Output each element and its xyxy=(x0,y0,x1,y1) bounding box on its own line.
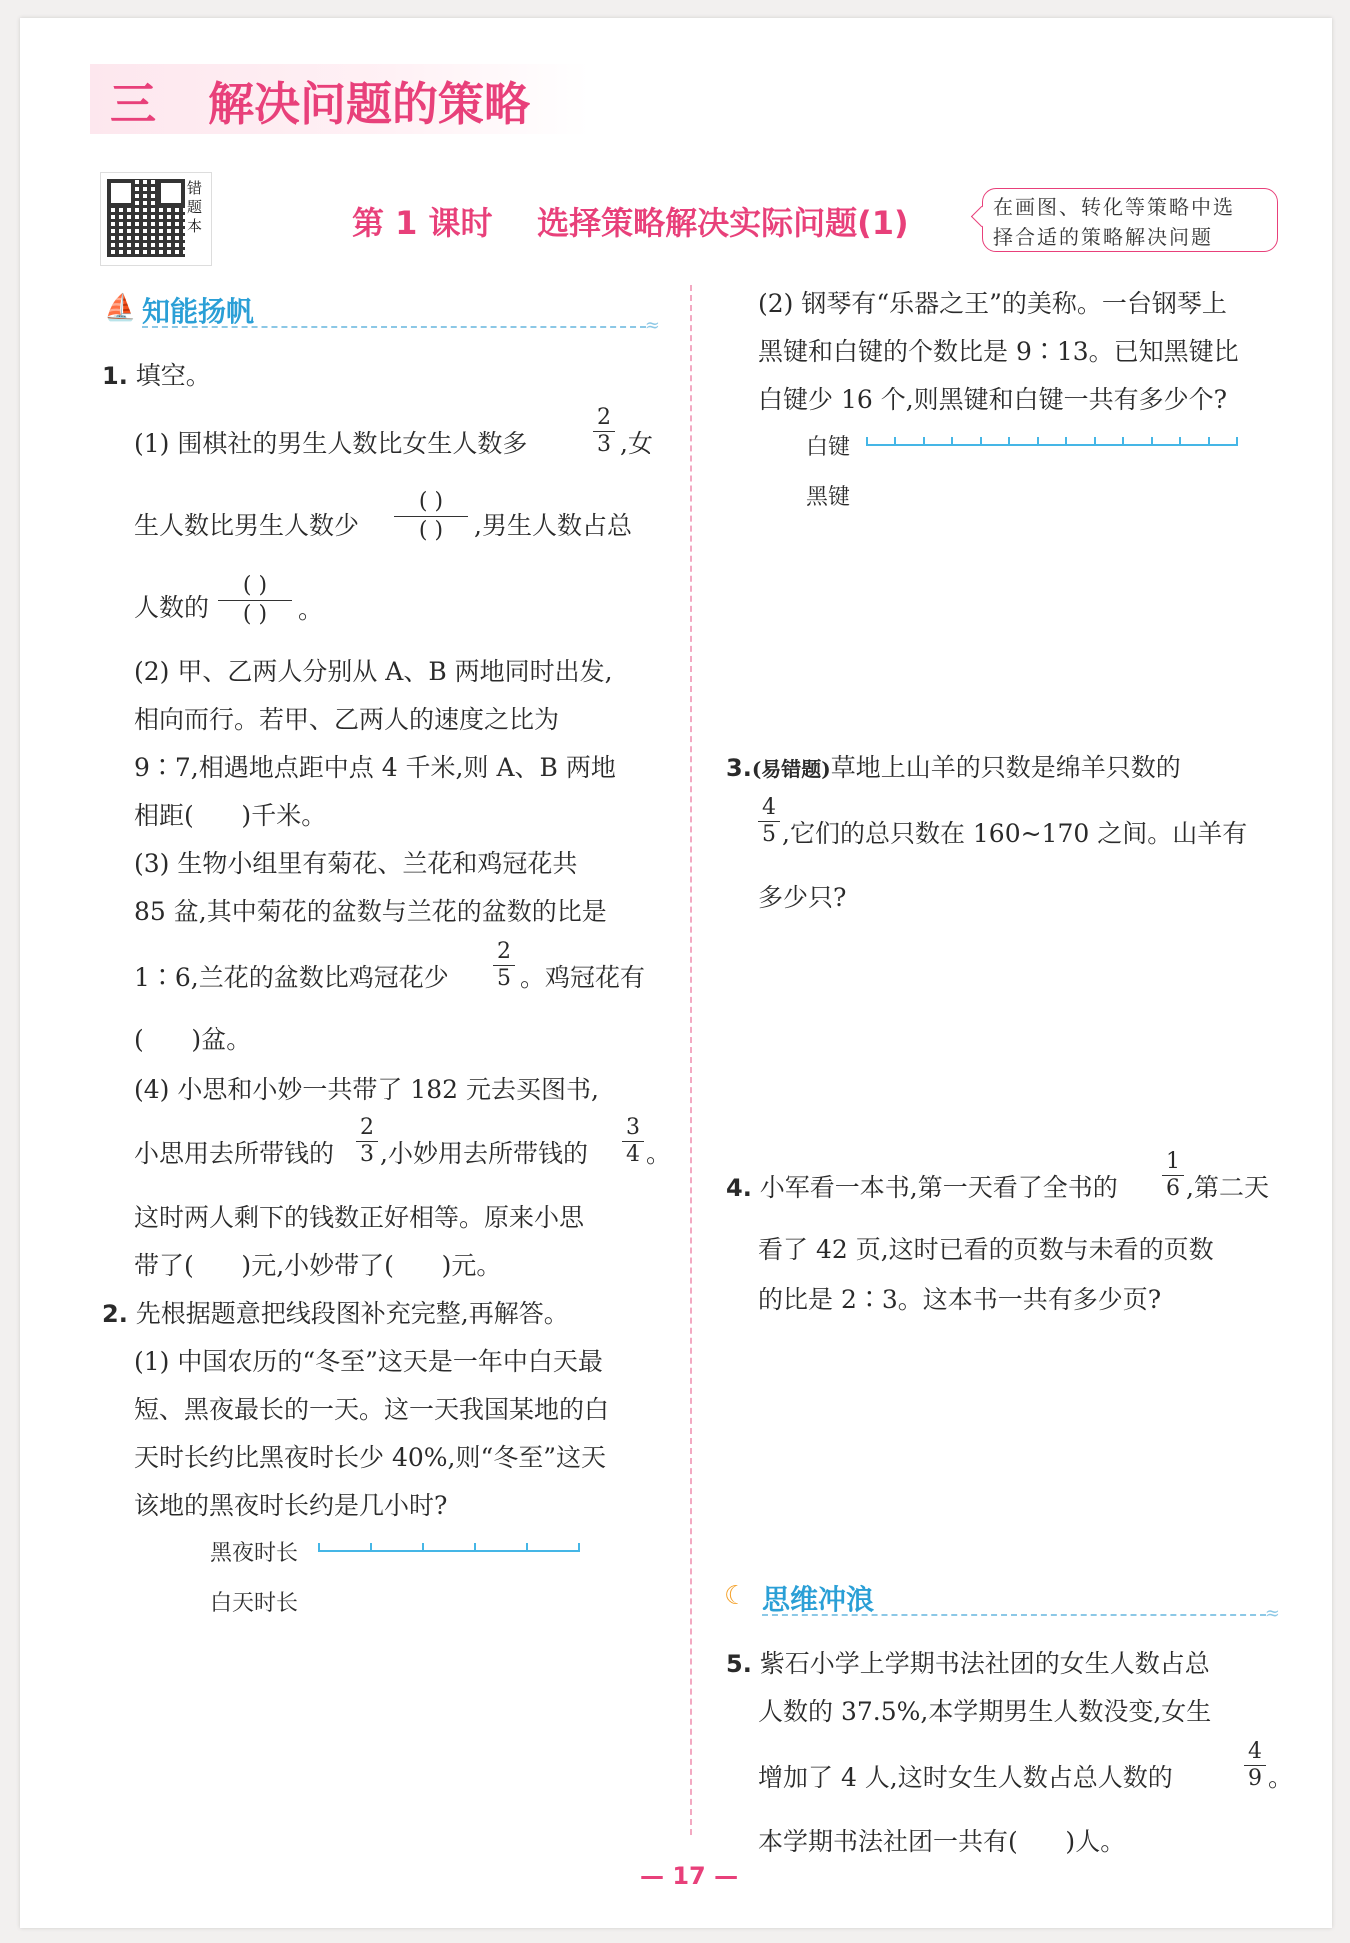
q3-line2: ,它们的总只数在 160~170 之间。山羊有 xyxy=(782,819,1248,848)
q5-line1 xyxy=(726,1644,1210,1680)
q1-p1-line2-tail: ,男生人数占总 xyxy=(474,511,632,540)
label-day-duration: 白天时长 xyxy=(210,1591,299,1616)
section-underline xyxy=(142,326,646,328)
moon-icon: ☾ xyxy=(724,1581,748,1611)
numerator: 2 xyxy=(497,939,511,964)
q4-line3: 的比是 2∶3。这本书一共有多少页? xyxy=(758,1285,1162,1314)
q1-p3-line3: 1∶6,兰花的盆数比鸡冠花少 xyxy=(134,963,449,992)
label-night-duration: 黑夜时长 xyxy=(210,1541,299,1566)
fraction-3-4 xyxy=(622,1116,644,1167)
wave-icon: ≈ xyxy=(1264,1603,1280,1624)
q1-heading xyxy=(102,356,211,392)
q2-p1-line3: 天时长约比黑夜时长少 40%,则“冬至”这天 xyxy=(134,1443,607,1472)
q2-head: 先根据题意把线段图补充完整,再解答。 xyxy=(135,1299,569,1328)
denominator: 9 xyxy=(1248,1766,1262,1791)
q1-p4-line1: (4) 小思和小妙一共带了 182 元去买图书, xyxy=(134,1075,599,1104)
q1-p1-line3: 人数的 xyxy=(134,593,210,622)
q5-line2: 人数的 37.5%,本学期男生人数没变,女生 xyxy=(758,1697,1212,1726)
fraction-blank-2[interactable] xyxy=(214,574,296,627)
q2-p2-line3: 白键少 16 个,则黑键和白键一共有多少个? xyxy=(758,385,1228,414)
q1-p2-line2: 相向而行。若甲、乙两人的速度之比为 xyxy=(134,705,560,734)
q5-line3-tail: 。 xyxy=(1268,1763,1294,1792)
denominator: 3 xyxy=(597,432,611,457)
q1-number: 1. xyxy=(102,362,128,390)
q5-line4: 本学期书法社团一共有( )人。 xyxy=(758,1827,1126,1856)
numerator: 4 xyxy=(1248,1739,1262,1764)
fraction-4-9 xyxy=(1244,1740,1266,1791)
numerator: 1 xyxy=(1166,1149,1180,1174)
q2-p1-line4: 该地的黑夜时长约是几小时? xyxy=(134,1491,448,1520)
section-header-zhineng xyxy=(104,288,660,336)
q3-number: 3. xyxy=(726,754,752,782)
fraction-2-3b xyxy=(356,1116,378,1167)
q2-p2-line1: (2) 钢琴有“乐器之王”的美称。一台钢琴上 xyxy=(758,289,1227,318)
q1-p4-line2: 小思用去所带钱的 xyxy=(134,1139,335,1168)
chapter-number: 三 xyxy=(110,77,156,131)
q3-tag: (易错题) xyxy=(751,757,831,781)
fraction-blank-1[interactable] xyxy=(390,490,472,543)
q1-p2-line3: 9∶7,相遇地点距中点 4 千米,则 A、B 两地 xyxy=(134,753,616,782)
q1-p3-line1: (3) 生物小组里有菊花、兰花和鸡冠花共 xyxy=(134,849,578,878)
q4-number: 4. xyxy=(726,1174,752,1202)
blank-numerator: ( ) xyxy=(242,573,268,598)
q1-p2-line1: (2) 甲、乙两人分别从 A、B 两地同时出发, xyxy=(134,657,613,686)
page-number: — 17 — xyxy=(640,1862,739,1890)
q5-line3: 增加了 4 人,这时女生人数占总人数的 xyxy=(758,1763,1173,1792)
denominator: 3 xyxy=(360,1142,374,1167)
qr-pattern-icon xyxy=(107,179,185,257)
wave-icon: ≈ xyxy=(644,315,660,336)
numerator: 4 xyxy=(762,795,776,820)
q4-line1-tail: ,第二天 xyxy=(1186,1173,1269,1202)
section-header-siwei xyxy=(724,1576,1280,1624)
fraction-2-3 xyxy=(593,406,615,457)
q1-p1-line3-tail: 。 xyxy=(298,595,324,624)
numerator: 3 xyxy=(626,1115,640,1140)
numerator: 2 xyxy=(597,405,611,430)
blank-denominator: ( ) xyxy=(418,518,444,543)
q1-p1-line2: 生人数比男生人数少 xyxy=(134,511,360,540)
q1-p4-line4: 带了( )元,小妙带了( )元。 xyxy=(134,1251,502,1280)
denominator: 6 xyxy=(1166,1176,1180,1201)
q1-head: 填空。 xyxy=(135,361,211,390)
fraction-4-5 xyxy=(758,796,780,847)
q2-p1-line1: (1) 中国农历的“冬至”这天是一年中白天最 xyxy=(134,1347,603,1376)
q1-p3-line4: ( )盆。 xyxy=(134,1025,252,1054)
tip-line-1: 在画图、转化等策略中选 xyxy=(993,195,1235,219)
fraction-1-6 xyxy=(1162,1150,1184,1201)
q2-number: 2. xyxy=(102,1300,128,1328)
tip-line-2: 择合适的策略解决问题 xyxy=(993,225,1213,249)
column-divider xyxy=(690,285,692,1835)
blank-denominator: ( ) xyxy=(242,602,268,627)
label-black-keys: 黑键 xyxy=(806,485,851,510)
q4-line1 xyxy=(726,1168,1118,1204)
q3-line3: 多少只? xyxy=(758,883,847,912)
sailboat-icon: ⛵ xyxy=(104,293,137,323)
q2-heading xyxy=(102,1294,569,1330)
q3-text1: 草地上山羊的只数是绵羊只数的 xyxy=(830,753,1181,782)
fraction-2-5 xyxy=(493,940,515,991)
chapter-title: 解决问题的策略 xyxy=(208,77,530,131)
q1-p2-line4: 相距( )千米。 xyxy=(134,801,327,830)
segment-white-keys[interactable] xyxy=(866,436,1238,446)
q3-line1 xyxy=(726,748,1181,784)
q1-p4-line2-tail: 。 xyxy=(646,1139,672,1168)
lesson-tip xyxy=(982,188,1278,252)
q5-text1: 紫石小学上学期书法社团的女生人数占总 xyxy=(759,1649,1210,1678)
q5-number: 5. xyxy=(726,1650,752,1678)
label-white-keys: 白键 xyxy=(806,435,851,460)
q1-p4-line2-mid: ,小妙用去所带钱的 xyxy=(380,1139,588,1168)
q2-p1-line2: 短、黑夜最长的一天。这一天我国某地的白 xyxy=(134,1395,610,1424)
blank-numerator: ( ) xyxy=(418,489,444,514)
lesson-title: 第 1 课时 选择策略解决实际问题(1) xyxy=(352,204,909,242)
q4-text1: 小军看一本书,第一天看了全书的 xyxy=(759,1173,1118,1202)
denominator: 5 xyxy=(762,822,776,847)
qr-code[interactable] xyxy=(100,172,212,266)
q1-p3-line2: 85 盆,其中菊花的盆数与兰花的盆数的比是 xyxy=(134,897,607,926)
q1-p3-line3-tail: 。鸡冠花有 xyxy=(520,963,646,992)
q1-p4-line3: 这时两人剩下的钱数正好相等。原来小思 xyxy=(134,1203,585,1232)
numerator: 2 xyxy=(360,1115,374,1140)
qr-label: 错题本 xyxy=(187,179,203,235)
denominator: 4 xyxy=(626,1142,640,1167)
section-underline xyxy=(762,1614,1266,1616)
q1-p1-line1-tail: ,女 xyxy=(620,429,653,458)
q4-line2: 看了 42 页,这时已看的页数与未看的页数 xyxy=(758,1235,1214,1264)
q2-p2-line2: 黑键和白键的个数比是 9∶13。已知黑键比 xyxy=(758,337,1239,366)
section-title: 知能扬帆 xyxy=(142,295,255,328)
segment-night[interactable] xyxy=(318,1542,580,1552)
denominator: 5 xyxy=(497,966,511,991)
chapter-header xyxy=(90,64,590,134)
q1-p1-line1: (1) 围棋社的男生人数比女生人数多 xyxy=(134,429,528,458)
section-title: 思维冲浪 xyxy=(762,1583,875,1616)
